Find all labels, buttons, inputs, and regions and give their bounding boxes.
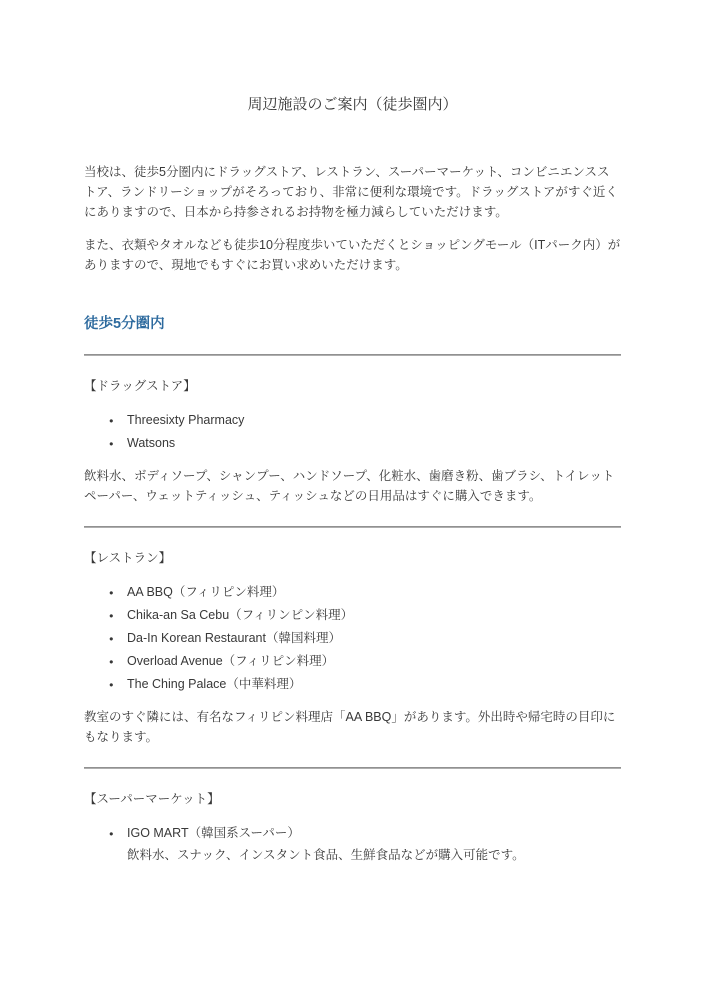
section-divider	[84, 767, 621, 769]
supermarket-list	[84, 822, 621, 865]
section-heading-walk-5min: 徒歩5分圏内	[84, 316, 165, 332]
list-item-subtext: 飲料水、スナック、インスタント食品、生鮮食品などが購入可能です。	[127, 848, 525, 862]
category-label-restaurant: 【レストラン】	[84, 551, 172, 565]
list-item-text: IGO MART（韓国系スーパー）	[127, 826, 300, 840]
list-item: ● Threesixty Pharmacy	[84, 409, 621, 432]
list-item: ● Overload Avenue（フィリピン料理）	[84, 650, 621, 673]
restaurant-list	[84, 581, 621, 696]
page-title: 周辺施設のご案内（徒歩圏内）	[247, 96, 458, 113]
intro-paragraph-1: 当校は、徒歩5分圏内にドラッグストア、レストラン、スーパーマーケット、コンビニエンスストア、ランドリーショップがそろっており、非常に便利な環境です。ドラッグストアがすぐ近くにありますので、日本から持参されるお持物を極力減らしていただけます。	[84, 165, 618, 219]
restaurant-note: 教室のすぐ隣には、有名なフィリピン料理店「AA BBQ」があります。外出時や帰宅時の目印にもなります。	[84, 710, 616, 744]
intro-paragraph-2: また、衣類やタオルなども徒歩10分程度歩いていただくとショッピングモール（ITパーク内）がありますので、現地でもすぐにお買い求めいただけます。	[84, 238, 621, 272]
drugstore-list	[84, 409, 621, 455]
list-item: ● Watsons	[84, 432, 621, 455]
section-divider	[84, 354, 621, 356]
list-item	[84, 822, 621, 865]
list-item: ● Da-In Korean Restaurant（韓国料理）	[84, 627, 621, 650]
list-item: ● AA BBQ（フィリピン料理）	[84, 581, 621, 604]
list-item: ● The Ching Palace（中華料理）	[84, 673, 621, 696]
category-label-drugstore: 【ドラッグストア】	[84, 379, 196, 393]
category-label-supermarket: 【スーパーマーケット】	[84, 792, 220, 806]
drugstore-note: 飲料水、ボディソープ、シャンプー、ハンドソープ、化粧水、歯磨き粉、歯ブラシ、トイレットペーパー、ウェットティッシュ、ティッシュなどの日用品はすぐに購入できます。	[84, 469, 615, 503]
list-item: ● Chika-an Sa Cebu（フィリンピン料理）	[84, 604, 621, 627]
section-divider	[84, 526, 621, 528]
